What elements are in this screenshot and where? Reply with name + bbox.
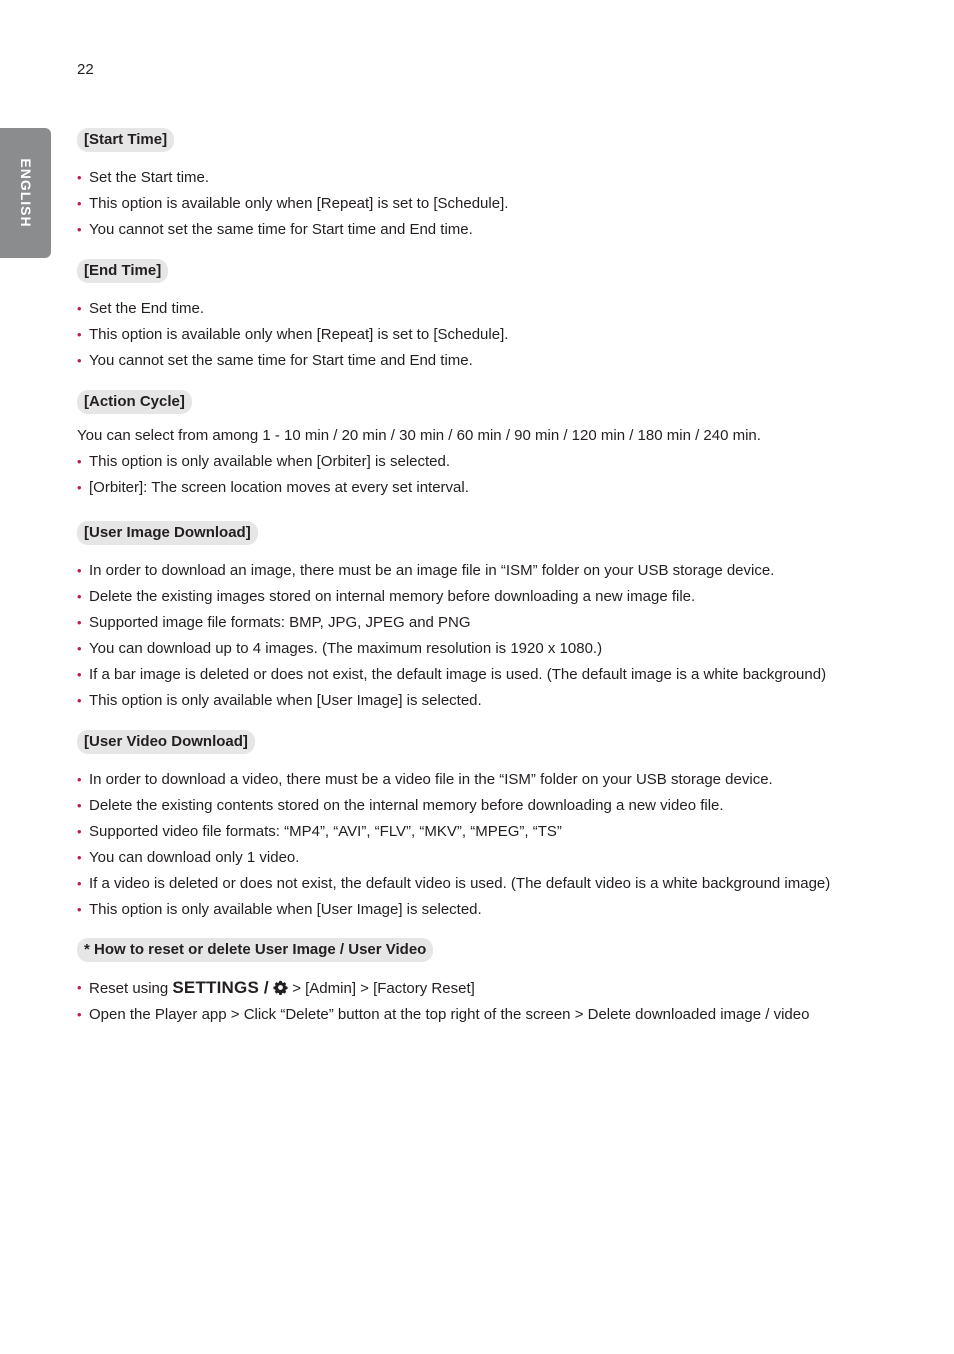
list-item: • This option is only available when [User Image] is selected. <box>77 897 830 923</box>
section-heading: [Start Time] <box>77 128 174 152</box>
list-item: • If a video is deleted or does not exist, the default video is used. (The default video is a white background image) <box>77 871 830 897</box>
list-item: • This option is only available when [Orbiter] is selected. <box>77 449 761 475</box>
section-end-time <box>77 259 508 374</box>
list-item: • Supported video file formats: “MP4”, “AVI”, “FLV”, “MKV”, “MPEG”, “TS” <box>77 819 830 845</box>
bullet-list <box>77 165 508 243</box>
bullet-dot-icon: • <box>77 772 82 787</box>
section-heading: [Action Cycle] <box>77 390 192 414</box>
bullet-list <box>77 449 761 501</box>
list-item: • Delete the existing contents stored on the internal memory before downloading a new video file. <box>77 793 830 819</box>
bullet-dot-icon: • <box>77 222 82 237</box>
bullet-list <box>77 975 809 1028</box>
list-item: • Delete the existing images stored on internal memory before downloading a new image file. <box>77 584 826 610</box>
bullet-list <box>77 558 826 714</box>
page-number: 22 <box>77 61 94 78</box>
language-tab-label: ENGLISH <box>17 158 34 228</box>
bullet-dot-icon: • <box>77 980 82 995</box>
settings-label: SETTINGS / <box>172 978 269 997</box>
section-user-image-download <box>77 521 826 714</box>
bullet-list <box>77 296 508 374</box>
list-item: • Set the Start time. <box>77 165 508 191</box>
language-tab <box>0 128 51 258</box>
bullet-dot-icon: • <box>77 196 82 211</box>
list-item: • You cannot set the same time for Start time and End time. <box>77 348 508 374</box>
bullet-dot-icon: • <box>77 454 82 469</box>
gear-icon <box>273 980 288 995</box>
bullet-dot-icon: • <box>77 563 82 578</box>
list-item: • Reset using SETTINGS / > [Admin] > [Factory Reset] <box>77 975 809 1002</box>
section-start-time <box>77 128 508 243</box>
bullet-dot-icon: • <box>77 615 82 630</box>
list-item: • You cannot set the same time for Start time and End time. <box>77 217 508 243</box>
section-heading: * How to reset or delete User Image / User Video <box>77 938 433 962</box>
section-heading: [User Image Download] <box>77 521 258 545</box>
list-item: • Supported image file formats: BMP, JPG, JPEG and PNG <box>77 610 826 636</box>
bullet-dot-icon: • <box>77 589 82 604</box>
list-item: • You can download up to 4 images. (The maximum resolution is 1920 x 1080.) <box>77 636 826 662</box>
section-user-video-download <box>77 730 830 923</box>
bullet-dot-icon: • <box>77 1007 82 1022</box>
list-item: • This option is only available when [User Image] is selected. <box>77 688 826 714</box>
bullet-dot-icon: • <box>77 667 82 682</box>
bullet-dot-icon: • <box>77 480 82 495</box>
bullet-dot-icon: • <box>77 353 82 368</box>
list-item: • If a bar image is deleted or does not exist, the default image is used. (The default image is a white background) <box>77 662 826 688</box>
bullet-dot-icon: • <box>77 850 82 865</box>
list-item: • In order to download an image, there must be an image file in “ISM” folder on your USB storage device. <box>77 558 826 584</box>
bullet-dot-icon: • <box>77 876 82 891</box>
bullet-dot-icon: • <box>77 641 82 656</box>
bullet-dot-icon: • <box>77 798 82 813</box>
section-heading: [User Video Download] <box>77 730 255 754</box>
list-item: • In order to download a video, there must be a video file in the “ISM” folder on your USB storage device. <box>77 767 830 793</box>
list-item: • [Orbiter]: The screen location moves at every set interval. <box>77 475 761 501</box>
section-reset-instructions <box>77 938 809 1028</box>
list-item: • Open the Player app > Click “Delete” button at the top right of the screen > Delete downloaded image / video <box>77 1002 809 1028</box>
bullet-dot-icon: • <box>77 327 82 342</box>
section-heading: [End Time] <box>77 259 168 283</box>
list-item: • This option is available only when [Repeat] is set to [Schedule]. <box>77 191 508 217</box>
bullet-list <box>77 767 830 923</box>
section-action-cycle <box>77 390 761 501</box>
bullet-dot-icon: • <box>77 693 82 708</box>
bullet-dot-icon: • <box>77 301 82 316</box>
bullet-dot-icon: • <box>77 824 82 839</box>
bullet-dot-icon: • <box>77 170 82 185</box>
list-item: • This option is available only when [Repeat] is set to [Schedule]. <box>77 322 508 348</box>
bullet-dot-icon: • <box>77 902 82 917</box>
list-item: • You can download only 1 video. <box>77 845 830 871</box>
section-paragraph: You can select from among 1 - 10 min / 20 min / 30 min / 60 min / 90 min / 120 min / 180 min / 240 min. <box>77 427 761 444</box>
list-item: • Set the End time. <box>77 296 508 322</box>
